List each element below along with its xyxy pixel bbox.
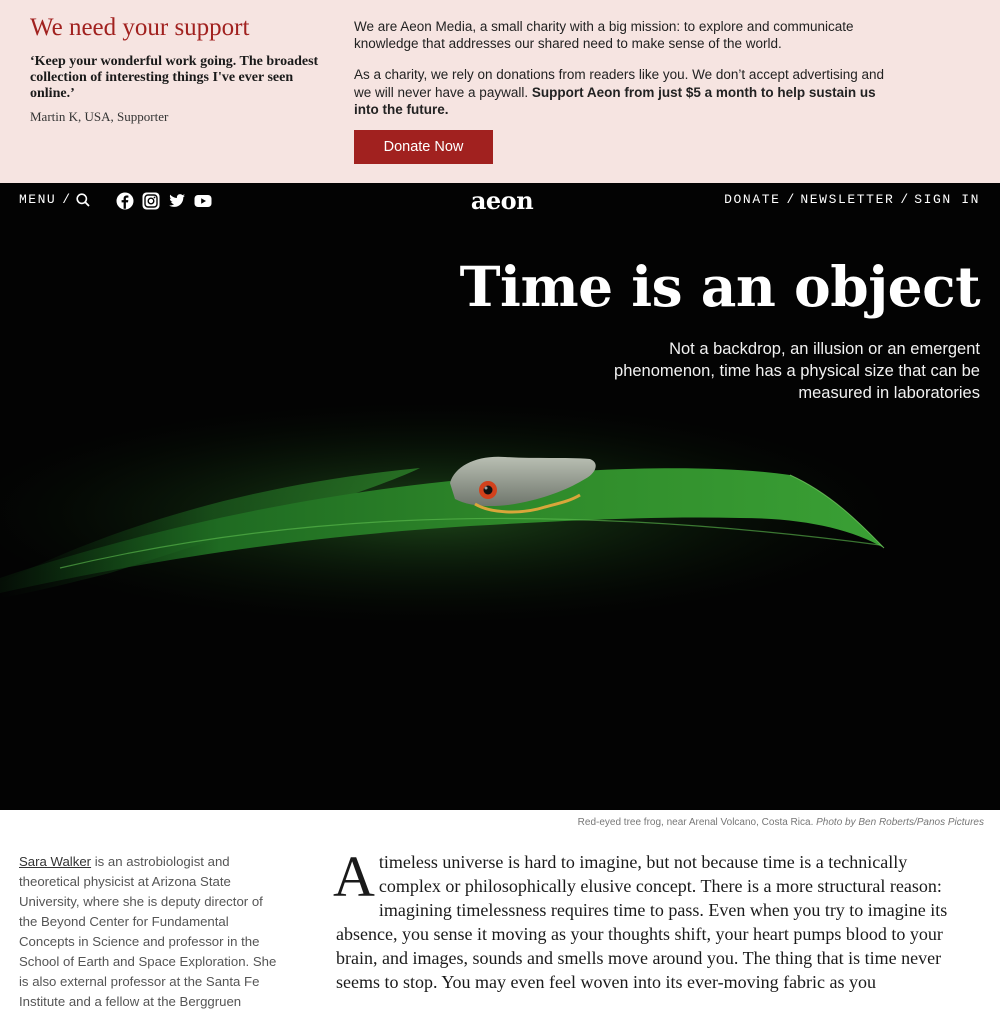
sign-in-link[interactable]: SIGN IN xyxy=(914,192,980,207)
caption-text: Red-eyed tree frog, near Arenal Volcano, Costa Rica. xyxy=(577,817,817,828)
search-icon[interactable] xyxy=(76,193,90,207)
support-banner xyxy=(0,0,1000,183)
article-title: Time is an object xyxy=(459,254,980,319)
nav-separator: / xyxy=(62,192,71,207)
facebook-icon[interactable] xyxy=(116,192,134,210)
instagram-icon[interactable] xyxy=(142,192,160,210)
youtube-icon[interactable] xyxy=(194,192,212,210)
nav-separator: / xyxy=(786,192,795,207)
supporter-quote: ‘Keep your wonderful work going. The broadest collection of interesting things I've ever seen online.’ xyxy=(30,54,319,101)
hero-section xyxy=(0,183,1000,810)
photo-caption xyxy=(578,817,984,828)
twitter-icon[interactable] xyxy=(168,192,186,210)
supporter-attribution: Martin K, USA, Supporter xyxy=(30,109,169,124)
drop-cap: A xyxy=(333,844,375,909)
social-links xyxy=(116,192,212,210)
banner-appeal-bold: Support Aeon from just $5 a month to help sustain us into the future. xyxy=(354,84,876,117)
nav-left xyxy=(19,192,90,207)
banner-intro-text: We are Aeon Media, a small charity with a big mission: to explore and communicate knowledge that addresses our shared need to make sense of the world. xyxy=(354,19,854,51)
article-standfirst: Not a backdrop, an illusion or an emergent phenomenon, time has a physical size that can be measured in laboratories xyxy=(614,340,980,402)
article-body xyxy=(333,844,972,994)
newsletter-link[interactable]: NEWSLETTER xyxy=(800,192,895,207)
photo-credit: Photo by Ben Roberts/Panos Pictures xyxy=(816,817,984,828)
banner-title: We need your support xyxy=(30,14,250,41)
menu-link[interactable]: MENU xyxy=(19,192,57,207)
donate-link[interactable]: DONATE xyxy=(724,192,781,207)
aeon-logo[interactable]: aeon xyxy=(470,186,534,215)
donate-now-button[interactable]: Donate Now xyxy=(354,130,493,164)
nav-right xyxy=(724,192,980,207)
banner-appeal-text xyxy=(354,66,899,119)
banner-appeal-plain: As a charity, we rely on donations from readers like you. We don’t accept advertising and we will never have a paywall. xyxy=(354,67,885,100)
article-paragraph: timeless universe is hard to imagine, but not because time is a technically complex or philosophically elusive concept. There is a more structural reason: imagining timelessness requires time to pass. Even when you try to imagine its absence, you sense it moving as your thoughts shift, your heart pumps blood to your brain, and images, sounds and smells move around you. The thing that is time never seems to stop. You may even feel woven into its ever-moving fabric as you xyxy=(336,852,948,992)
author-bio xyxy=(19,852,281,1012)
nav-separator: / xyxy=(900,192,909,207)
author-name-link[interactable]: Sara Walker xyxy=(19,854,92,869)
author-bio-text: is an astrobiologist and theoretical physicist at Arizona State University, where she is deputy director of the Beyond Center for Fundamental Concepts in Science and professor in the School of Earth and Space Exploration. She is also external professor at the Santa Fe Institute and a fellow at the Berggruen xyxy=(19,854,277,1009)
